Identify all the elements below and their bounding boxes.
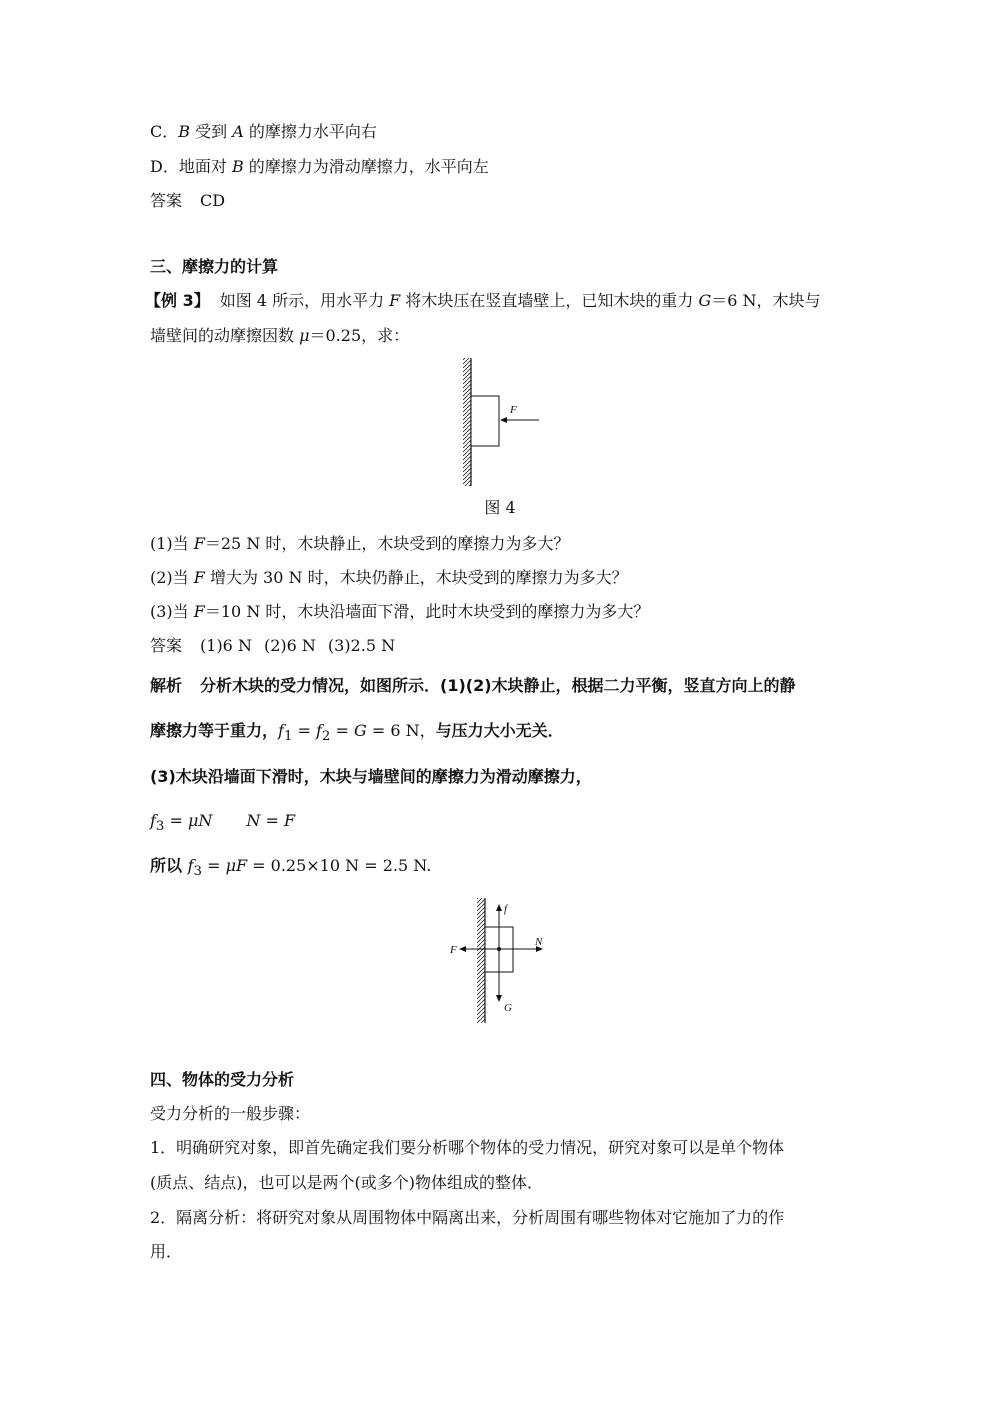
figure-4-caption: 图 4 bbox=[484, 498, 516, 517]
option-c bbox=[150, 121, 377, 143]
var-f: f bbox=[187, 856, 194, 875]
text: 摩擦力等于重力， bbox=[150, 721, 279, 740]
text: = bbox=[292, 721, 316, 740]
force-n-label: N bbox=[535, 936, 543, 948]
force-f-label: f bbox=[504, 903, 508, 915]
text: = bbox=[330, 721, 354, 740]
force-f-label: F bbox=[510, 404, 517, 416]
answer-value-3: (3)2.5 N bbox=[327, 636, 396, 655]
section-4-title: 四、物体的受力分析 bbox=[150, 1070, 295, 1089]
var-g: G bbox=[698, 291, 712, 310]
answer-label: 答案 bbox=[150, 636, 183, 655]
var-f: f bbox=[278, 721, 284, 740]
text: (1)当 bbox=[150, 534, 194, 553]
step-1-line-1: 1．明确研究对象，即首先确定我们要分析哪个物体的受力情况，研究对象可以是单个物体 bbox=[150, 1138, 785, 1157]
text: (3)当 bbox=[150, 602, 194, 621]
section-4-intro: 受力分析的一般步骤： bbox=[150, 1104, 311, 1123]
text: 将木块压在竖直墙壁上，已知木块的重力 bbox=[400, 291, 699, 310]
text: 所以 bbox=[150, 856, 188, 875]
text: 如图 4 所示，用水平力 bbox=[219, 291, 390, 310]
var-a: A bbox=[232, 122, 244, 141]
text: = bbox=[201, 856, 226, 875]
force-analysis-diagram bbox=[445, 895, 555, 1025]
text: = 0.25×10 N = 2.5 N. bbox=[247, 856, 432, 875]
step-1-line-2: (质点、结点)，也可以是两个(或多个)物体组成的整体． bbox=[150, 1173, 543, 1192]
text: 受到 bbox=[190, 122, 233, 141]
text: (2)当 bbox=[150, 568, 194, 587]
text: ＝0.25，求： bbox=[309, 326, 410, 345]
text: 与压力大小无关． bbox=[435, 721, 564, 740]
force-f-arrowhead bbox=[496, 904, 502, 911]
subscript: 2 bbox=[321, 729, 331, 745]
text: = 6 N， bbox=[366, 721, 436, 740]
text: 墙壁间的动摩擦因数 bbox=[150, 326, 300, 345]
force-f-arrowhead bbox=[500, 417, 507, 423]
question-1 bbox=[150, 533, 569, 555]
var-g: G bbox=[353, 721, 367, 740]
wood-block bbox=[471, 396, 499, 446]
text: 增大为 30 N 时，木块仍静止，木块受到的摩擦力为多大？ bbox=[204, 568, 628, 587]
example-3-line-2 bbox=[150, 325, 409, 347]
center-point bbox=[497, 947, 501, 951]
wall-hatch bbox=[463, 358, 471, 486]
option-c-label: C． bbox=[150, 122, 179, 141]
text: ＝25 N 时，木块静止，木块受到的摩擦力为多大？ bbox=[204, 534, 570, 553]
var-f: f bbox=[316, 721, 322, 740]
var-b: B bbox=[178, 122, 191, 141]
question-2 bbox=[150, 567, 628, 589]
text: 的摩擦力为滑动摩擦力，水平向左 bbox=[243, 157, 489, 176]
force-big-f-label: F bbox=[450, 944, 457, 956]
answer-value: CD bbox=[200, 191, 226, 210]
var-f: f bbox=[150, 811, 156, 830]
answer-label: 答案 bbox=[150, 191, 183, 210]
var-f: F bbox=[193, 534, 205, 553]
question-3 bbox=[150, 601, 649, 623]
option-d-label: D． bbox=[150, 157, 179, 176]
text: ＝6 N，木块与 bbox=[711, 291, 821, 310]
var-f: F bbox=[283, 811, 296, 830]
subscript: 3 bbox=[155, 819, 165, 835]
subscript: 1 bbox=[283, 729, 293, 745]
force-g-label: G bbox=[504, 1002, 512, 1014]
step-2-line-2: 用． bbox=[150, 1242, 183, 1261]
text: 的摩擦力水平向右 bbox=[243, 122, 377, 141]
var-f: F bbox=[389, 291, 401, 310]
var-mu-f: μF bbox=[225, 856, 248, 875]
answer-value-1: (1)6 N bbox=[200, 636, 252, 655]
analysis-label: 解析 bbox=[150, 676, 183, 695]
force-g-arrowhead bbox=[496, 995, 502, 1002]
var-mu: μ bbox=[299, 326, 310, 345]
step-2-line-1: 2．隔离分析：将研究对象从周围物体中隔离出来，分析周围有哪些物体对它施加了力的作 bbox=[150, 1208, 785, 1227]
force-big-f-arrowhead bbox=[459, 946, 466, 952]
var-f: F bbox=[193, 568, 205, 587]
analysis-line-5 bbox=[150, 855, 431, 883]
subscript: 3 bbox=[193, 864, 202, 880]
analysis-line-2 bbox=[150, 720, 564, 748]
answer-value-2: (2)6 N bbox=[263, 636, 316, 655]
text: = bbox=[164, 811, 188, 830]
var-n: N bbox=[246, 811, 261, 830]
example-3-line-1 bbox=[145, 290, 821, 312]
text: 分析木块的受力情况，如图所示．(1)(2)木块静止，根据二力平衡，竖直方向上的静 bbox=[200, 676, 796, 695]
text: 地面对 bbox=[178, 157, 232, 176]
wall-hatch bbox=[477, 898, 485, 1023]
example-tag: 【例 3】 bbox=[145, 291, 210, 310]
analysis-line-1 bbox=[150, 675, 796, 697]
text: ＝10 N 时，木块沿墙面下滑，此时木块受到的摩擦力为多大？ bbox=[204, 602, 650, 621]
figure-4-diagram bbox=[455, 356, 550, 488]
analysis-line-3: (3)木块沿墙面下滑时，木块与墙壁间的摩擦力为滑动摩擦力， bbox=[150, 767, 592, 786]
analysis-line-4 bbox=[150, 810, 295, 838]
option-d bbox=[150, 156, 489, 178]
var-b: B bbox=[231, 157, 244, 176]
var-f: F bbox=[193, 602, 205, 621]
section-3-title: 三、摩擦力的计算 bbox=[150, 257, 279, 276]
text: = bbox=[260, 811, 284, 830]
answer-1 bbox=[150, 190, 225, 212]
answer-2 bbox=[150, 635, 395, 657]
var-mu-n: μN bbox=[187, 811, 213, 830]
